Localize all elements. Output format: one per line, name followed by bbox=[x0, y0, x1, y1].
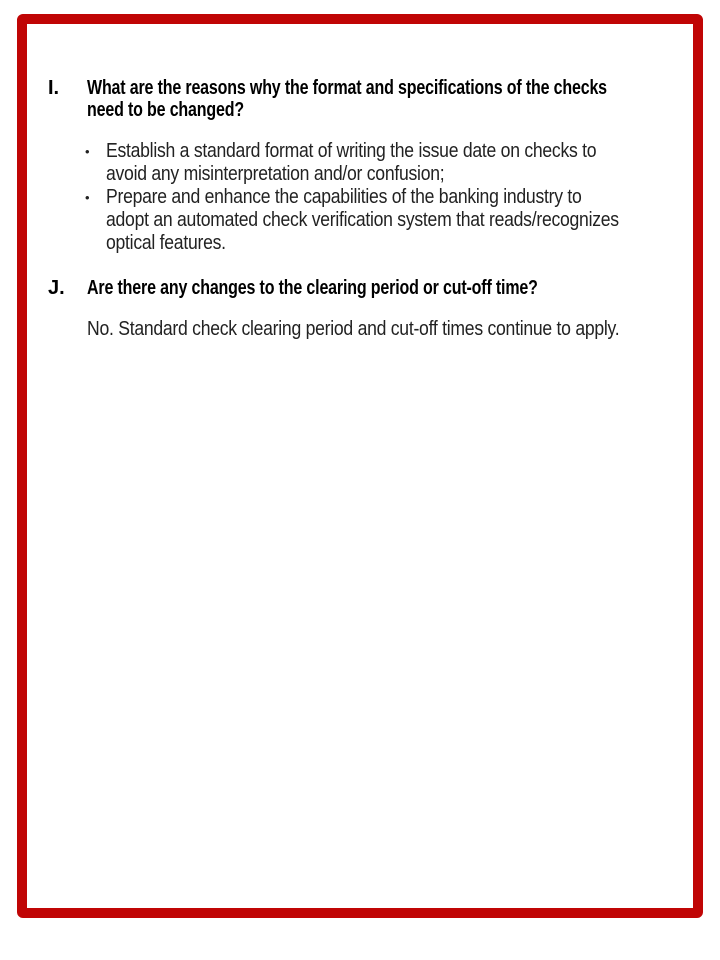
question-j-line-1: Are there any changes to the clearing period or cut-off time? bbox=[87, 277, 538, 299]
question-row-i bbox=[27, 77, 693, 121]
bullet-item-1 bbox=[27, 140, 693, 186]
bullet-1-text bbox=[106, 140, 693, 186]
bullet-2-line-3: optical features. bbox=[106, 232, 226, 254]
bullet-2-line-2: adopt an automated check verification system that reads/recognizes bbox=[106, 209, 619, 231]
question-row-j bbox=[27, 277, 693, 299]
bullet-1-line-2: avoid any misinterpretation and/or confusion; bbox=[106, 163, 445, 185]
bullet-icon: • bbox=[85, 190, 90, 205]
question-label-i: I. bbox=[48, 77, 60, 99]
question-text-j bbox=[87, 277, 693, 299]
bullet-list bbox=[27, 140, 693, 255]
bullet-1-line-1: Establish a standard format of writing the issue date on checks to bbox=[106, 140, 597, 162]
slide-content bbox=[27, 24, 693, 341]
bullet-icon: • bbox=[85, 144, 90, 159]
faq-item-i bbox=[27, 77, 693, 255]
answer-j bbox=[27, 318, 693, 341]
question-label-j: J. bbox=[48, 277, 65, 299]
question-i-line-2: need to be changed? bbox=[87, 99, 244, 121]
question-i-line-1: What are the reasons why the format and specifications of the checks bbox=[87, 77, 607, 99]
bullet-2-line-1: Prepare and enhance the capabilities of the banking industry to bbox=[106, 186, 582, 208]
bullet-2-text bbox=[106, 186, 693, 255]
slide-frame bbox=[17, 14, 703, 918]
question-text-i bbox=[87, 77, 693, 121]
faq-item-j bbox=[27, 277, 693, 341]
bullet-item-2 bbox=[27, 186, 693, 255]
answer-j-line-1: No. Standard check clearing period and cut-off times continue to apply. bbox=[87, 318, 620, 340]
